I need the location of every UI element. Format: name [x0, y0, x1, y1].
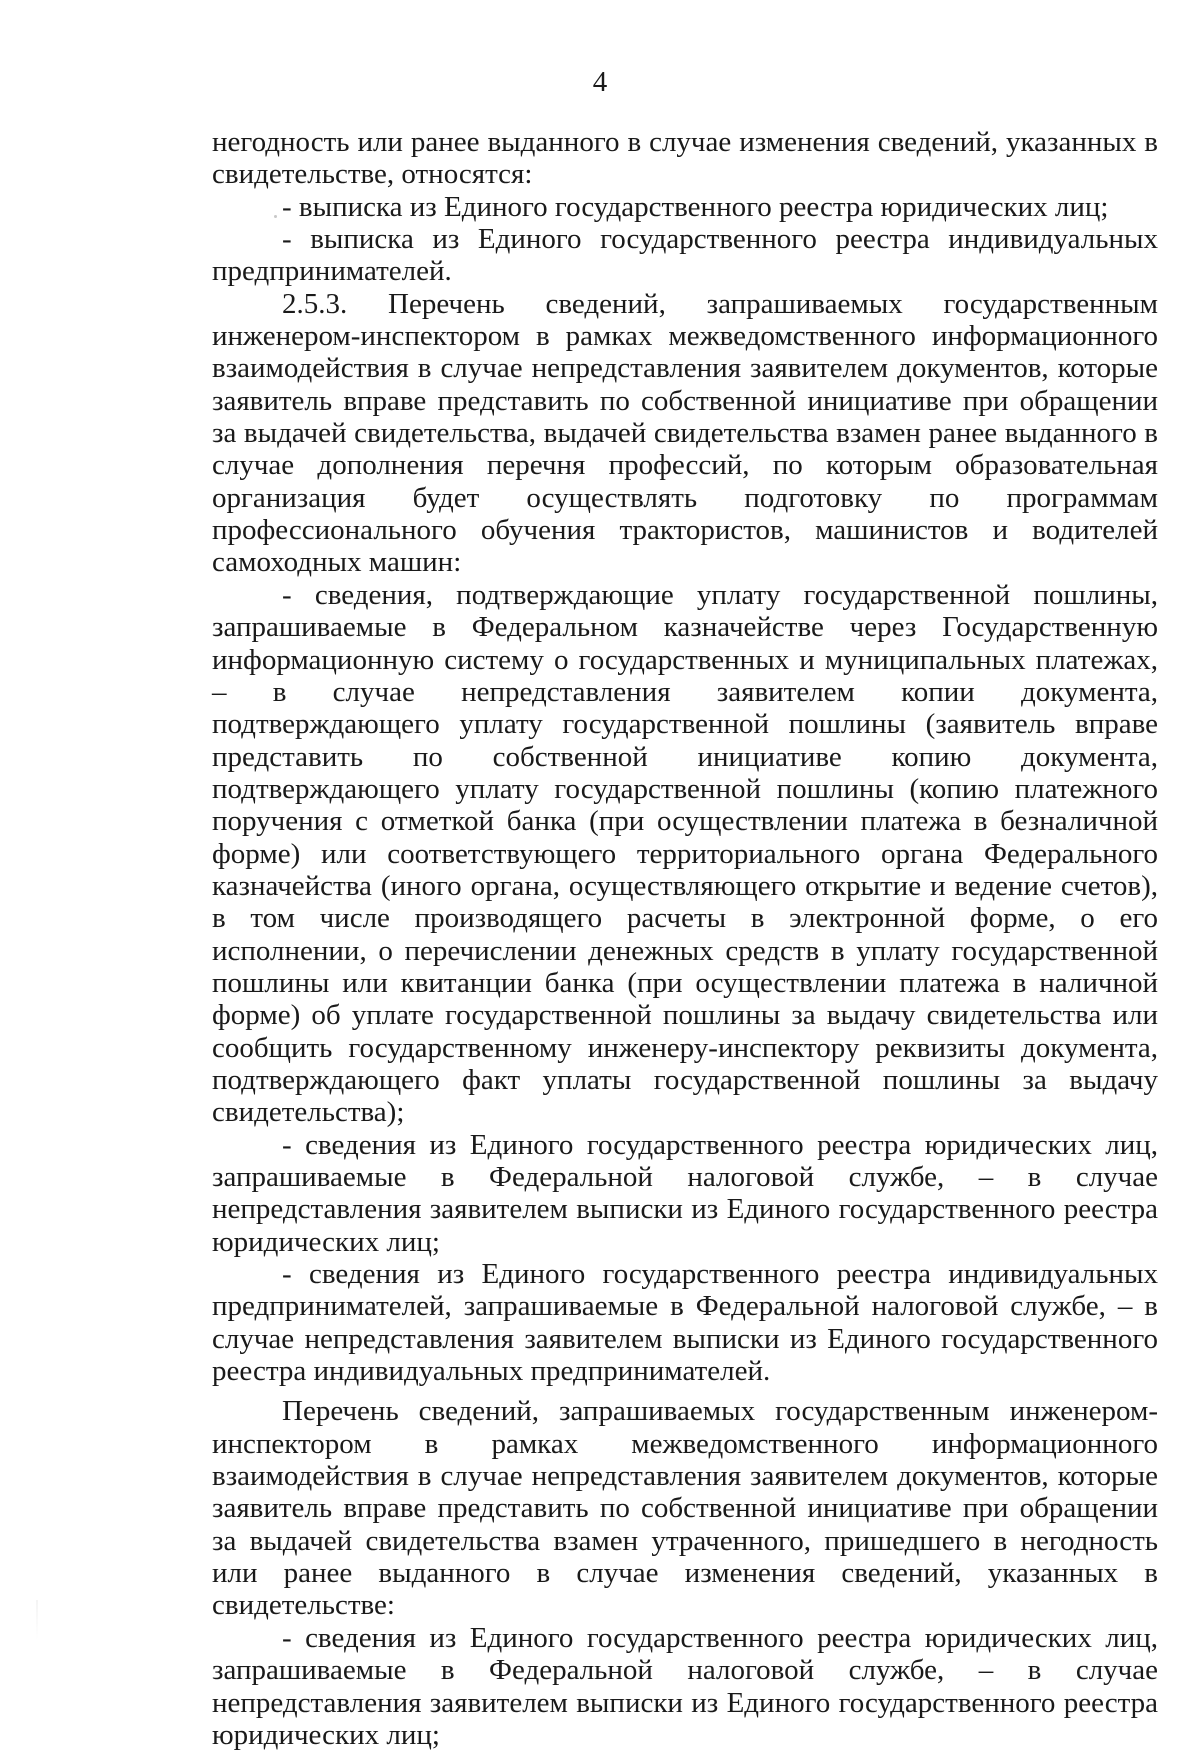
paragraph-continuation: негодность или ранее выданного в случае изменения сведений, указанных в свидетельстве, относятся:	[212, 126, 1158, 191]
list-item-state-fee-info: - сведения, подтверждающие уплату государственной пошлины, запрашиваемые в Федеральном казначействе через Государственную информационную систему о государственных и муниципальных платежах, – в случае непредставления заявителем копии документа, подтверждающего уплату государственной пошлины (заявитель вправе представить по собственной инициативе копию документа, подтверждающего уплату государственной пошлины (копию платежного поручения с отметкой банка (при осуществлении платежа в безналичной форме) или соответствующего территориального органа Федерального казначейства (иного органа, осуществляющего открытие и ведение счетов), в том числе производящего расчеты в электронной форме, о его исполнении, о перечислении денежных средств в уплату государственной пошлины или квитанции банка (при осуществлении платежа в наличной форме) об уплате государственной пошлины за выдачу свидетельства или сообщить государственному инженеру-инспектору реквизиты документа, подтверждающего факт уплаты государственной пошлины за выдачу свидетельства);	[212, 578, 1158, 1129]
list-item-legal-entities-info-2: - сведения из Единого государственного реестра юридических лиц, запрашиваемые в Федеральной налоговой службе, – в случае непредставления заявителем выписки из Единого государственного реестра юридических лиц;	[212, 1621, 1158, 1751]
list-item-legal-entities-extract: - выписка из Единого государственного реестра юридических лиц;	[282, 190, 1109, 223]
paragraph-2-5-3: 2.5.3. Перечень сведений, запрашиваемых государственным инженером-инспектором в рамках межведомственного информационного взаимодействия в случае непредставления заявителем документов, которые заявитель вправе представить по собственной инициативе при обращении за выдачей свидетельства, выдачей свидетельства взамен ранее выданного в случае дополнения перечня профессий, по которым образовательная организация будет осуществлять подготовку по программам профессионального обучения трактористов, машинистов и водителей самоходных машин:	[212, 287, 1158, 579]
page-number: 4	[592, 66, 608, 98]
list-item-entrepreneurs-extract: - выписка из Единого государственного реестра индивидуальных предпринимателей.	[212, 223, 1158, 288]
paragraph-replacement-certificate: Перечень сведений, запрашиваемых государственным инженером-инспектором в рамках межведомственного информационного взаимодействия в случае непредставления заявителем документов, которые заявитель вправе представить по собственной инициативе при обращении за выдачей свидетельства взамен утраченного, пришедшего в негодность или ранее выданного в случае изменения сведений, указанных в свидетельстве:	[212, 1395, 1158, 1622]
body-text	[212, 126, 1158, 1751]
scan-edge-shadow	[36, 1600, 38, 1640]
list-item-legal-entities-info: - сведения из Единого государственного реестра юридических лиц, запрашиваемые в Федеральной налоговой службе, – в случае непредставления заявителем выписки из Единого государственного реестра юридических лиц;	[212, 1128, 1158, 1258]
list-item-entrepreneurs-info: - сведения из Единого государственного реестра индивидуальных предпринимателей, запрашиваемые в Федеральной налоговой службе, – в случае непредставления заявителем выписки из Единого государственного реестра индивидуальных предпринимателей.	[212, 1258, 1158, 1388]
